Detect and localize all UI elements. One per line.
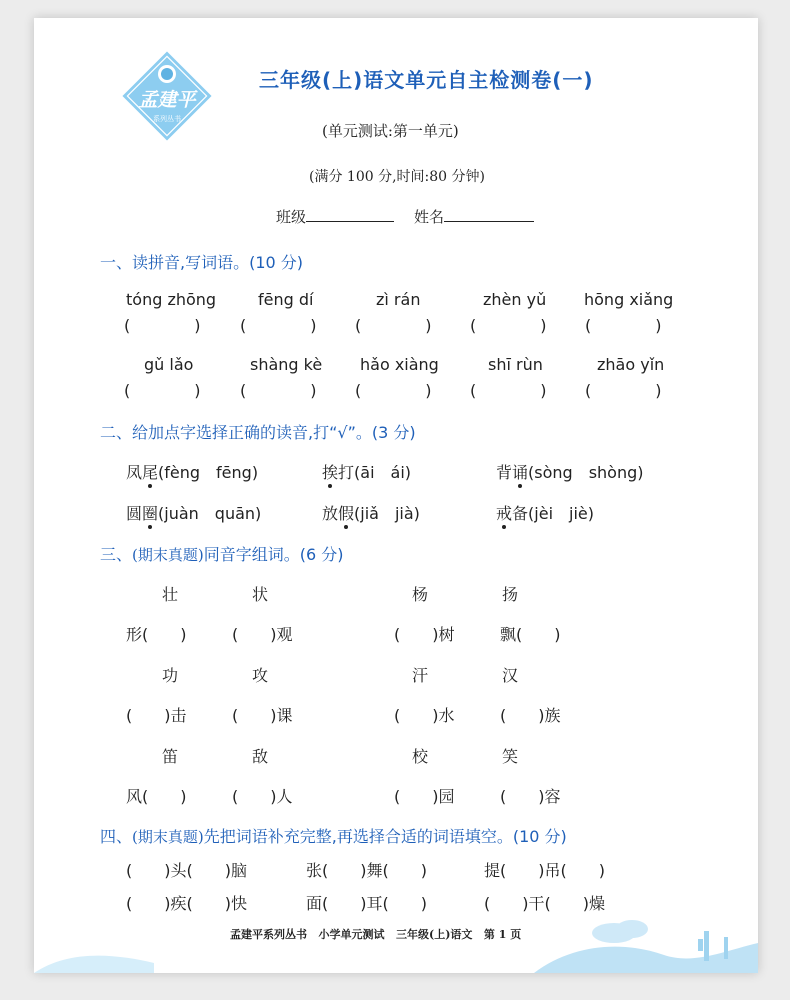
dotted-char: 戒	[496, 501, 512, 524]
page-footer	[230, 926, 521, 942]
word-blank[interactable]: ( )人	[232, 787, 293, 806]
dotted-char: 假	[338, 501, 354, 524]
homophone-char: 汗	[412, 666, 429, 685]
pinyin-3: zì rán	[376, 290, 421, 309]
name-blank[interactable]	[444, 207, 534, 222]
word-blank[interactable]: 风( )	[126, 787, 187, 806]
reading-item: 凤尾(fèng fēng)	[126, 460, 258, 483]
word-blank[interactable]: 飘( )	[500, 625, 561, 644]
idiom-blank[interactable]: 提( )吊( )	[484, 861, 605, 880]
answer-bracket[interactable]: ( )	[355, 316, 432, 335]
pinyin-8: hǎo xiàng	[360, 355, 439, 374]
answer-bracket[interactable]: ( )	[240, 316, 317, 335]
section-1-heading: 一、读拼音,写词语。(10 分)	[100, 253, 304, 272]
section-3-heading: 三、(期末真题)同音字组词。(6 分)	[100, 545, 344, 564]
word-blank[interactable]: ( )树	[394, 625, 455, 644]
reading-item: 戒备(jèi jiè)	[496, 501, 594, 524]
homophone-char: 扬	[502, 585, 519, 604]
homophone-char: 杨	[412, 585, 429, 604]
homophone-char: 攻	[252, 666, 269, 685]
svg-text:孟建平: 孟建平	[138, 89, 196, 111]
idiom-blank[interactable]: ( )疾( )快	[126, 894, 247, 913]
answer-bracket[interactable]: ( )	[240, 381, 317, 400]
answer-bracket[interactable]: ( )	[585, 381, 662, 400]
answer-bracket[interactable]: ( )	[470, 316, 547, 335]
pinyin-9: shī rùn	[488, 355, 543, 374]
idiom-blank[interactable]: 面( )耳( )	[306, 894, 427, 913]
dotted-char: 诵	[512, 460, 528, 483]
footer-grade: 三年级(上)语文	[396, 928, 473, 941]
pinyin-6: gǔ lǎo	[144, 355, 194, 374]
exam-tag: (期末真题)	[132, 546, 204, 564]
homophone-char: 笛	[162, 747, 179, 766]
word-blank[interactable]: 形( )	[126, 625, 187, 644]
exam-tag: (期末真题)	[132, 828, 204, 846]
dotted-char: 挨	[322, 460, 338, 483]
section-2-heading: 二、给加点字选择正确的读音,打“√”。(3 分)	[100, 423, 416, 442]
svg-text:系列丛书: 系列丛书	[153, 115, 181, 123]
idiom-blank[interactable]: ( )头( )脑	[126, 861, 247, 880]
footer-series: 孟建平系列丛书	[230, 928, 307, 941]
publisher-logo	[112, 41, 222, 151]
answer-bracket[interactable]: ( )	[585, 316, 662, 335]
class-label: 班级	[276, 208, 307, 226]
reading-item: 背诵(sòng shòng)	[496, 460, 644, 483]
word-blank[interactable]: ( )容	[500, 787, 561, 806]
decorative-cloud-graphic	[534, 903, 758, 973]
word-blank[interactable]: ( )园	[394, 787, 455, 806]
dotted-char: 圈	[142, 501, 158, 524]
homophone-char: 功	[162, 666, 179, 685]
pinyin-5: hōng xiǎng	[584, 290, 674, 309]
homophone-char: 汉	[502, 666, 519, 685]
word-blank[interactable]: ( )观	[232, 625, 293, 644]
idiom-blank[interactable]: 张( )舞( )	[306, 861, 427, 880]
homophone-char: 敌	[252, 747, 269, 766]
reading-item: 放假(jiǎ jià)	[322, 501, 420, 524]
word-blank[interactable]: ( )水	[394, 706, 455, 725]
reading-item: 圆圈(juàn quān)	[126, 501, 261, 524]
footer-test: 小学单元测试	[318, 928, 385, 941]
answer-bracket[interactable]: ( )	[124, 316, 201, 335]
pinyin-2: fēng dí	[258, 290, 314, 309]
exam-paper	[34, 18, 758, 973]
footer-page: 第 1 页	[483, 928, 522, 941]
class-field	[276, 206, 394, 227]
name-label: 姓名	[414, 208, 445, 226]
pinyin-10: zhāo yǐn	[597, 355, 665, 374]
word-blank[interactable]: ( )族	[500, 706, 561, 725]
answer-bracket[interactable]: ( )	[470, 381, 547, 400]
word-blank[interactable]: ( )课	[232, 706, 293, 725]
answer-bracket[interactable]: ( )	[124, 381, 201, 400]
pinyin-7: shàng kè	[250, 355, 323, 374]
unit-subtitle: (单元测试:第一单元)	[322, 122, 459, 140]
pinyin-4: zhèn yǔ	[483, 290, 547, 309]
homophone-char: 状	[252, 585, 269, 604]
score-time: (满分 100 分,时间:80 分钟)	[309, 169, 485, 185]
homophone-char: 校	[412, 747, 429, 766]
dotted-char: 尾	[142, 460, 158, 483]
idiom-blank[interactable]: ( )干( )燥	[484, 894, 605, 913]
page-title: 三年级(上)语文单元自主检测卷(一)	[259, 68, 594, 92]
answer-bracket[interactable]: ( )	[355, 381, 432, 400]
homophone-char: 壮	[162, 585, 179, 604]
name-field	[414, 206, 534, 227]
word-blank[interactable]: ( )击	[126, 706, 187, 725]
decorative-wave-graphic	[34, 933, 154, 973]
pinyin-1: tóng zhōng	[126, 290, 217, 309]
reading-item: 挨打(āi ái)	[322, 460, 411, 483]
section-4-heading: 四、(期末真题)先把词语补充完整,再选择合适的词语填空。(10 分)	[100, 827, 567, 846]
class-blank[interactable]	[306, 207, 394, 222]
homophone-char: 笑	[502, 747, 519, 766]
